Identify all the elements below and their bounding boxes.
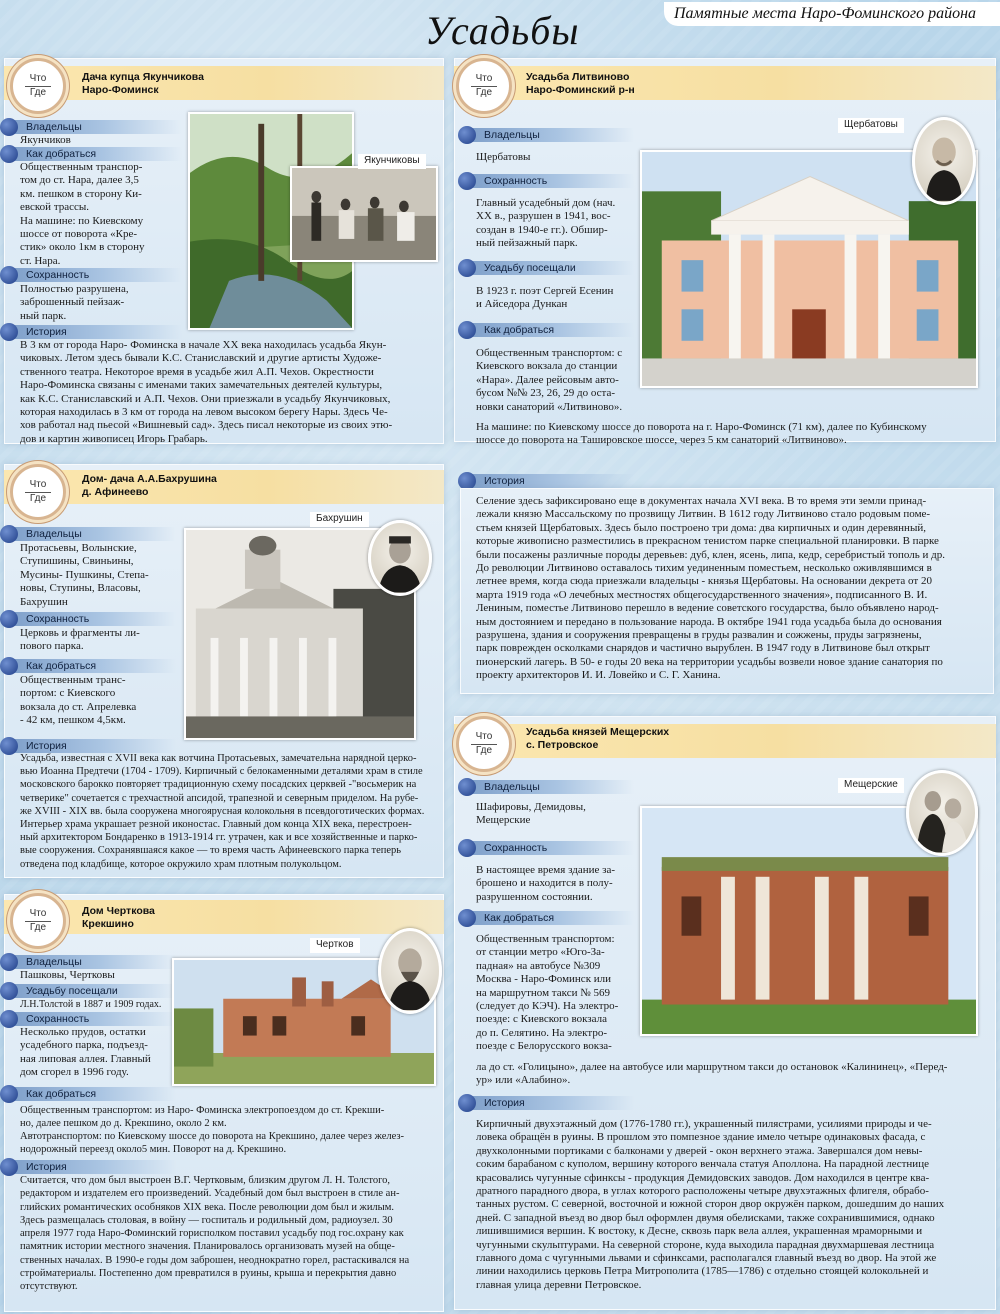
section-route: Как добраться: [6, 1087, 176, 1101]
history-text: Считается, что дом был выстроен В.Г. Чертковым, близким другом Л. Н. Толстого, редактором и издателем его произведений. Усадебный дом был выстроен в стиле ан- глийских романтических особняков XIX века. После революции дом был и жилым. Здесь размещалась столовая, в войну — госпиталь и родильный дом, радиоузел. 30 апреля 1977 года Наро-Фоминский горисполком поставил усадьбу под гос.охрану как памятник истории местного значения. Планировалось организовать музей на обще- ственных началах. В 1990-е годы дом заброшен, неоднократно горел, растаскивался на стройматериалы. Постепенно дом превратился в руины, крыша и перекрытия давно отсутствуют.: [20, 1175, 410, 1293]
history-text: Кирпичный двухэтажный дом (1776-1780 гг.), украшенный пилястрами, усилиями природы и че- ловека обращён в руины. В прошлом это помпезное здание имело четыре одинаковых фасада, с двухколонными портиками с балконами у дверей - окон верхнего этажа. Завершался дом невы- соким барабаном с куполом, вершину которого венчала статуя Аполлона. На парадной лестнице красовались чугунные сфинксы - продукция Демидовских заводов. Дом находился в центре ква- дратного парадного двора, в углах которого расположены четыре двухэтажных флигеля, обрабо- танных рустом. С северной, восточной и южной сторон двор окружён парком, дошедшим до наших дней. С западной въезд во двор был оформлен двумя обелисками, также сохранившимися, однако лишившимися вершин. К востоку, к Десне, сквозь парк вела аллея, украшенная мраморными и чугунными скульптурами. На северной стороне, куда выходила парадная двухмаршевая лестница главного дома с чугунными львами и сфинксами, располагался главный въезд во двор. На этой же линии находились церковь Петра Митрополита (1785—1786) с отдельно стоящей колокольней и главная улица деревни Петровское.: [476, 1118, 945, 1291]
section-owners: Владельцы: [6, 955, 176, 969]
portrait-caption: Щербатовы: [838, 118, 904, 133]
photo-caption: Якунчиковы: [358, 154, 426, 169]
section-state: Сохранность: [464, 841, 634, 855]
state-text: Несколько прудов, остатки усадебного парка, подъезд- ная липовая аллея. Главный дом сгорел в 1996 году.: [20, 1026, 151, 1079]
what-where-badge: Что Где: [10, 893, 66, 949]
state-text: Главный усадебный дом (нач. XX в., разрушен в 1941, вос- создан в 1940-е гг.). Обшир- ный пейзажный парк.: [476, 197, 616, 250]
section-route: Как добраться: [464, 323, 634, 337]
section-history: История: [464, 1096, 634, 1110]
section-state: Сохранность: [464, 174, 634, 188]
portrait-caption: Мещерские: [838, 778, 904, 793]
section-history: История: [6, 739, 176, 753]
section-route: Как добраться: [6, 659, 176, 673]
route-text: Общественным транспор- том до ст. Нара, далее 3,5 км. пешком в сторону Ки- евской трассы. На машине: по Киевскому шоссе от поворота «Кре- стик» около 1км в сторону ст. Нара.: [20, 161, 145, 267]
section-visited: Усадьбу посещали: [464, 261, 634, 275]
section-route: Как добраться: [464, 911, 634, 925]
state-text: Полностью разрушена, заброшенный пейзаж- ный парк.: [20, 283, 129, 322]
state-text: В настоящее время здание за- брошено и находится в полу- разрушенном состоянии.: [476, 864, 616, 903]
owners-text: Шафировы, Демидовы, Мещерские: [476, 801, 586, 827]
section-route: Как добраться: [6, 147, 182, 161]
portrait-caption: Чертков: [310, 938, 360, 953]
what-where-badge: Что Где: [456, 716, 512, 772]
card-title: Усадьба Литвиново Наро-Фоминский р-н: [526, 71, 635, 96]
card-header: [4, 66, 444, 100]
bakhrushin-portrait: [368, 520, 432, 596]
route-text: Общественным транс- портом: с Киевского вокзала до ст. Апрелевка - 42 км, пешком 4,5км.: [20, 674, 137, 727]
yakunchikov-group-photo: [290, 166, 438, 262]
owners-text: Щербатовы: [476, 151, 531, 163]
card-title: Дача купца Якунчикова Наро-Фоминск: [82, 71, 204, 96]
page-title: Усадьбы: [425, 8, 580, 53]
section-owners: Владельцы: [464, 780, 634, 794]
mescherskie-portrait: [906, 770, 978, 856]
card-title: Дом Черткова Крекшино: [82, 905, 155, 930]
card-header: [4, 900, 444, 934]
card-title: Дом- дача А.А.Бахрушина д. Афинеево: [82, 473, 217, 498]
owners-text: Пашковы, Чертковы: [20, 969, 115, 981]
route-car-text: На машине: по Киевскому шоссе до поворота на г. Наро-Фоминск (71 км), далее по Кубинскому шоссе до поворота на Ташировское шоссе, через 5 км санаторий «Литвиново».: [476, 421, 927, 447]
visited-text: Л.Н.Толстой в 1887 и 1909 годах.: [20, 999, 162, 1010]
section-owners: Владельцы: [464, 128, 634, 142]
history-text: Селение здесь зафиксировано еще в документах начала XVI века. В то время эти земли принад- лежали князю Массальскому по прозвищу Литвин. В 1612 году Литвиново стало родовым поме- стьем князей Щербатовых. Здесь было построено три дома: два кирпичных и один деревянный, которые живописно разместились в прекрасном тенистом парке специальной планировки. В парке были посажены различные породы деревьев: дуб, клен, ясень, липа, кедр, серебристый тополь и др. До революции Литвиново оставалось тихим уединенным поместьем, несколько оживлявшимся в летнее время, когда сюда приезжали владельцы - князья Щербатовы. На основании декрета от 20 марта 1919 года «О лечебных местностях общегосударственного значения», подписанного В. И. Лениным, поместье Литвиново перешло в ведение советского государства, было объявлено народ- ным достоянием и передано в пользование народа. В октябре 1941 года усадьба была до основания разрушена, здания и сооружения превращены в груды развалин и сожжены, пруды загрязнены, парк поврежден осколками снарядов и частично вырублен. В 1947 году в Литвинове был открыт пионерский лагерь. В 50- е годы 20 века на территории усадьбы возвели новое здание санатория по проекту архитекторов И. И. Ловейко и С. Г. Ханина.: [476, 495, 946, 682]
section-owners: Владельцы: [6, 527, 176, 541]
what-where-badge: Что Где: [10, 58, 66, 114]
owners-text: Протасьевы, Волынские, Ступишины, Свиньины, Мусины- Пушкины, Степа- новы, Ступины, Власовы, Бахрушин: [20, 542, 149, 608]
section-owners: Владельцы: [6, 120, 182, 134]
owners-text: Якунчиков: [20, 134, 71, 146]
section-state: Сохранность: [6, 1012, 176, 1026]
scherbatov-portrait: [912, 117, 976, 205]
card-header: [4, 470, 444, 504]
history-text: В 3 км от города Наро- Фоминска в начале XX века находилась усадьба Якун- чиковых. Летом здесь бывали К.С. Станиславский и другие артисты Художе- ственного театра. Некоторое время в усадьбе жил А.П. Чехов. Окрестности Наро-Фоминска связаны с именами таких замечательных деятелей культуры, как К.С. Станиславский и А.П. Чехов. Они приезжали в усадьбу Якунчиковых, которая находилась в 3 км от города на левом высоком берегу Нары. Здесь Че- хов работал над пьесой «Вишневый сад». Здесь писал некоторые из своих этю- дов и картин живописец Игорь Грабарь.: [20, 339, 393, 445]
section-state: Сохранность: [6, 612, 176, 626]
section-history: История: [464, 474, 634, 488]
section-history: История: [6, 1160, 176, 1174]
portrait-caption: Бахрушин: [310, 512, 369, 527]
card-title: Усадьба князей Мещерских с. Петровское: [526, 726, 670, 751]
route-text: Общественным транспортом: с Киевского вокзала до станции «Нара». Далее рейсовым авто- бусом №№ 23, 26, 29 до оста- новки санаторий «Литвиново».: [476, 347, 623, 413]
route-text: Общественным транспортом: от станции метро «Юго-За- падная» на автобусе №309 Москва - Наро-Фоминск или на маршрутном такси № 569 (следует до КЭЧ). На электро- поезде: с Киевского вокзала до п. Селятино. На электро- поезде с Белорусского вокза-: [476, 933, 619, 1053]
what-where-badge: Что Где: [456, 58, 512, 114]
series-title: Памятные места Наро-Фоминского района: [664, 2, 1000, 26]
history-text: Усадьба, известная с XVII века как вотчина Протасьевых, замечательна нарядной церко- вью Иоанна Предтечи (1704 - 1709). Кирпичный с белокаменными деталями храм в стиле московского барокко повторяет традиционную схему посадских церквей -"восьмерик на четверике" сочетается с трехчастной апсидой, трапезной и северным приделом. На рубе- же XVIII - XIX вв. была сооружена многоярусная колокольня в псевдоготических формах. Интерьер храма украшает резной иконостас. Главный дом конца XIX века, перестроен- ный архитектором Бондаренко в 1913-1914 гг. утрачен, как и все хозяйственные и парко- вые сооружения. Сохранявшаяся какое — то время часть Афинеевского парка теперь отведена под кладбище, которое окружило храм плотным полукольцом.: [20, 753, 425, 870]
state-text: Церковь и фрагменты ли- пового парка.: [20, 627, 140, 653]
route-tail-text: ла до ст. «Голицыно», далее на автобусе или маршрутном такси до остановок «Калининец», «Перед- ур» или «Алабино».: [476, 1061, 948, 1087]
section-visited: Усадьбу посещали: [6, 984, 176, 998]
section-history: История: [6, 325, 182, 339]
section-state: Сохранность: [6, 268, 182, 282]
chertkov-portrait: [378, 928, 442, 1014]
what-where-badge: Что Где: [10, 464, 66, 520]
visited-text: В 1923 г. поэт Сергей Есенин и Айседора Дункан: [476, 285, 614, 311]
route-text: Общественным транспортом: из Наро- Фоминска электропоездом до ст. Крекши- но, далее пешком до д. Крекшино, около 2 км. Автотранспортом: по Киевскому шоссе до поворота на Крекшино, далее через желез- нодорожный переезд около5 мин. Поворот на д. Крекшино.: [20, 1105, 405, 1155]
